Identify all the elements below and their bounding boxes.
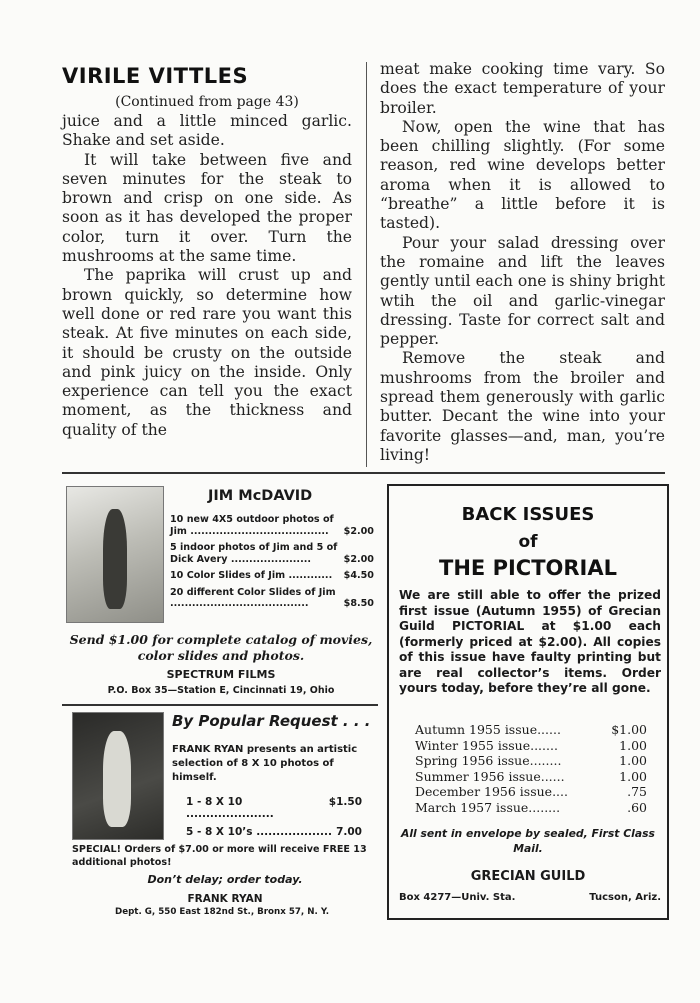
- article-right-column: [380, 60, 665, 465]
- ryan-address: Dept. G, 550 East 182nd St., Bronx 57, N. Y.: [114, 907, 329, 917]
- article-paragraph: Now, open the wine that has been chilling slightly. (For some reason, red wine develops better aroma when it is allowed to “breathe” a little before it is tasted).: [380, 117, 665, 233]
- issue-label: Spring 1956 issue........: [415, 753, 562, 769]
- back-issues-of: of: [518, 532, 538, 552]
- item-price: $4.50: [343, 570, 374, 581]
- issue-row: [415, 738, 647, 754]
- item-description: 10 new 4X5 outdoor photos of Jim ......................................: [170, 514, 334, 537]
- price-list-item: [170, 514, 374, 537]
- address-box: Box 4277—Univ. Sta.: [399, 892, 516, 903]
- item-description: 5 - 8 X 10’s ...................: [186, 826, 332, 838]
- ryan-special-offer: SPECIAL! Orders of $7.00 or more will receive FREE 13 additional photos!: [72, 844, 367, 868]
- article-paragraph: The paprika will crust up and brown quickly, so determine how well done or red rare you want this steak. At five minutes on each side, it should be crusty on the outside and pink juicy on the inside. Only experience can tell you the exact moment, as the thickness and quality of the: [62, 266, 352, 439]
- issue-row: [415, 800, 647, 816]
- price-list-item: [170, 570, 374, 582]
- continued-note: (Continued from page 43): [115, 94, 299, 110]
- article-paragraph: meat make cooking time vary. So does the exact temperature of your broiler.: [380, 60, 665, 117]
- issue-label: Winter 1955 issue.......: [415, 737, 558, 753]
- back-issues-footnote: All sent in envelope by sealed, First Class Mail.: [400, 827, 655, 855]
- mcdavid-photo: [66, 486, 164, 623]
- ryan-delay-note: Don’t delay; order today.: [147, 873, 303, 886]
- ryan-photo: [72, 712, 164, 840]
- issue-row: [415, 769, 647, 785]
- issue-row: [415, 784, 647, 800]
- price-list-item: [186, 826, 362, 838]
- issue-label: Summer 1956 issue......: [415, 768, 565, 784]
- column-divider: [366, 62, 367, 467]
- issue-label: Autumn 1955 issue......: [415, 722, 561, 737]
- issue-price: 1.00: [619, 737, 647, 753]
- mcdavid-price-list: [170, 514, 374, 615]
- back-issues-heading: BACK ISSUES: [461, 504, 595, 525]
- price-list-item: [170, 587, 374, 610]
- address-city: Tucson, Ariz.: [589, 892, 661, 903]
- back-issues-box: [387, 484, 669, 920]
- mcdavid-ad-title: JIM McDAVID: [208, 488, 313, 504]
- ad-divider: [62, 704, 378, 706]
- back-issues-pictorial: THE PICTORIAL: [439, 556, 617, 580]
- grecian-guild-address: [399, 892, 661, 903]
- issue-price: .60: [627, 799, 647, 815]
- ryan-ad-title: By Popular Request . . .: [172, 712, 371, 730]
- article-paragraph: juice and a little minced garlic. Shake and set aside.: [62, 112, 352, 150]
- ryan-company: FRANK RYAN: [187, 893, 263, 905]
- article-paragraph: It will take between five and seven minutes for the steak to brown and crisp on one side. As soon as it has developed the proper color, turn it over. Turn the mushrooms at the same time.: [62, 150, 352, 266]
- item-description: 20 different Color Slides of Jim ......................................: [170, 586, 336, 609]
- section-divider: [62, 472, 665, 474]
- article-paragraph: Remove the steak and mushrooms from the broiler and spread them generously with garlic butter. Decant the wine into your favorite glasses—and, man, you’re living!: [380, 349, 665, 464]
- mcdavid-address: P.O. Box 35—Station E, Cincinnati 19, Ohio: [107, 685, 335, 696]
- price-list-item: [186, 796, 362, 820]
- back-issues-body: We are still able to offer the prized first issue (Autumn 1955) of Grecian Guild PICTORIAL at $1.00 each (formerly priced at $2.00). All copies of this issue have faulty printing but are real collector’s items. Order yours today, before they’re all gone.: [399, 588, 661, 695]
- item-price: $2.00: [343, 525, 374, 537]
- mcdavid-company: SPECTRUM FILMS: [166, 668, 276, 681]
- back-issues-list: [415, 722, 647, 816]
- item-description: 5 indoor photos of Jim and 5 of Dick Avery ......................: [170, 542, 338, 565]
- issue-label: March 1957 issue........: [415, 799, 561, 815]
- ryan-price-list: [186, 796, 362, 844]
- article-title: VIRILE VITTLES: [62, 64, 249, 88]
- item-description: 1 - 8 X 10 ......................: [186, 796, 274, 820]
- article-paragraph: Pour your salad dressing over the romaine and lift the leaves gently until each one is shiny bright wtih the oil and garlic-vinegar dressing. Taste for correct salt and pepper.: [380, 233, 665, 349]
- issue-price: 1.00: [619, 753, 647, 769]
- item-price: $1.50: [328, 796, 362, 808]
- price-list-item: [170, 542, 374, 565]
- issue-row: [415, 753, 647, 769]
- item-price: $8.50: [343, 598, 374, 609]
- issue-label: December 1956 issue....: [415, 784, 568, 800]
- article-left-column: [62, 60, 352, 440]
- issue-price: $1.00: [611, 722, 647, 737]
- grecian-guild-name: GRECIAN GUILD: [470, 869, 586, 884]
- issue-price: .75: [627, 784, 647, 800]
- issue-price: 1.00: [619, 768, 647, 784]
- ryan-ad-text: FRANK RYAN presents an artistic selection of 8 X 10 photos of himself.: [172, 744, 358, 783]
- item-price: 7.00: [336, 826, 362, 838]
- issue-row: [415, 722, 647, 738]
- item-price: $2.00: [343, 553, 374, 565]
- item-description: 10 Color Slides of Jim ............: [170, 570, 333, 581]
- catalog-offer: Send $1.00 for complete catalog of movies, color slides and photos.: [69, 632, 373, 663]
